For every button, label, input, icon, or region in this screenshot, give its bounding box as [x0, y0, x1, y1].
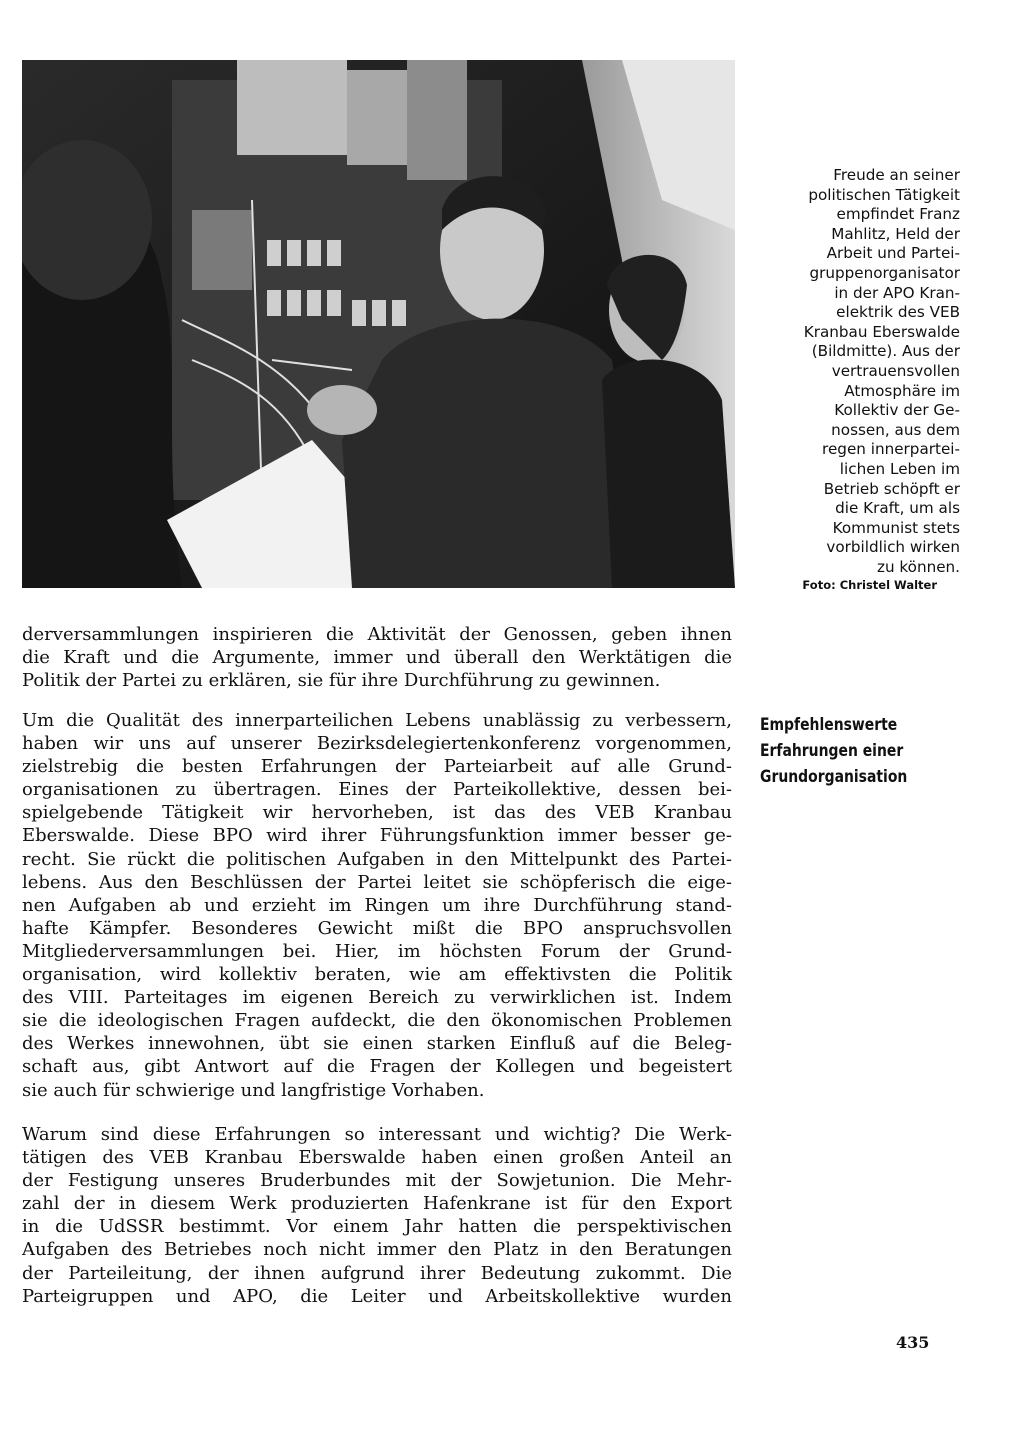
text-line: recht. Sie rückt die politischen Aufgaben in den Mittelpunkt des Partei-	[22, 848, 732, 870]
text-line: sie auch für schwierige und langfristige Vorhaben.	[22, 1079, 485, 1101]
text-line: der Parteileitung, der ihnen aufgrund ihrer Bedeutung zukommt. Die	[22, 1262, 732, 1284]
caption-line: in der APO Kran-	[834, 283, 960, 302]
caption-line: gruppenorganisator	[809, 263, 960, 282]
text-line: Um die Qualität des innerparteilichen Lebens unablässig zu verbessern,	[22, 710, 732, 731]
heading-line: Grundorganisation	[760, 767, 908, 787]
caption-line: elektrik des VEB	[836, 303, 960, 322]
text-line: der Festigung unseres Bruderbundes mit der Sowjetunion. Die Mehr-	[22, 1170, 732, 1192]
text-line: die Kraft und die Argumente, immer und überall den Werktätigen die	[22, 647, 732, 669]
heading-line: Empfehlenswerte	[760, 715, 898, 735]
body-paragraph-1	[22, 623, 732, 692]
side-heading	[760, 712, 908, 790]
page-number: 435	[896, 1333, 930, 1352]
caption-line: nossen, aus dem	[831, 420, 960, 439]
caption-line: Mahlitz, Held der	[831, 224, 960, 243]
text-line: spielgebende Tätigkeit wir hervorheben, ist das des VEB Kranbau	[22, 802, 732, 824]
text-line: organisationen zu übertragen. Eines der Parteikollektive, dessen bei-	[22, 779, 732, 801]
text-line: Mitgliederversammlungen bei. Hier, im höchsten Forum der Grund-	[22, 940, 732, 962]
photo-caption	[760, 166, 960, 577]
photo-credit: Foto: Christel Walter	[802, 578, 937, 592]
text-line: Warum sind diese Erfahrungen so interessant und wichtig? Die Werk-	[22, 1124, 732, 1145]
heading-line: Erfahrungen einer	[760, 741, 904, 761]
text-line: Eberswalde. Diese BPO wird ihrer Führungsfunktion immer besser ge-	[22, 825, 732, 847]
text-line: lebens. Aus den Beschlüssen der Partei leitet sie schöpferisch die eige-	[22, 871, 732, 893]
caption-line: Kommunist stets	[832, 518, 960, 537]
caption-line: die Kraft, um als	[835, 499, 960, 518]
caption-line: zu können.	[876, 557, 960, 576]
text-line: tätigen des VEB Kranbau Eberswalde haben einen großen Anteil an	[22, 1147, 732, 1169]
text-line: haben wir uns auf unserer Bezirksdelegiertenkonferenz vorgenommen,	[22, 733, 732, 755]
text-line: hafte Kämpfer. Besonderes Gewicht mißt die BPO anspruchsvollen	[22, 917, 732, 939]
caption-line: empfindet Franz	[836, 205, 960, 224]
text-line: Parteigruppen und APO, die Leiter und Arbeitskollektive wurden	[22, 1285, 732, 1307]
caption-line: Betrieb schöpft er	[823, 479, 960, 498]
body-paragraph-3	[22, 1123, 732, 1308]
text-line: zielstrebig die besten Erfahrungen der Parteiarbeit auf alle Grund-	[22, 756, 732, 778]
caption-line: vertrauensvollen	[831, 361, 960, 380]
caption-line: lichen Leben im	[839, 459, 960, 478]
caption-line: Kranbau Eberswalde	[803, 322, 960, 341]
caption-line: Atmosphäre im	[844, 381, 960, 400]
text-line: sie die ideologischen Fragen aufdeckt, die den ökonomischen Problemen	[22, 1010, 732, 1032]
caption-line: Freude an seiner	[833, 166, 960, 184]
text-line: des VIII. Parteitages im eigenen Bereich zu verwirklichen ist. Indem	[22, 987, 732, 1009]
body-paragraph-2	[22, 709, 732, 1102]
text-line: derversammlungen inspirieren die Aktivität der Genossen, geben ihnen	[22, 624, 732, 645]
caption-line: vorbildlich wirken	[826, 538, 960, 557]
text-line: organisation, wird kollektiv beraten, wie am effektivsten die Politik	[22, 964, 732, 986]
photograph	[22, 60, 735, 588]
text-line: zahl der in diesem Werk produzierten Hafenkrane ist für den Export	[22, 1193, 732, 1215]
caption-line: regen innerpartei-	[822, 440, 960, 459]
text-line: Politik der Partei zu erklären, sie für ihre Durchführung zu gewinnen.	[22, 670, 661, 692]
text-line: Aufgaben des Betriebes noch nicht immer den Platz in den Beratungen	[22, 1239, 732, 1261]
text-line: in die UdSSR bestimmt. Vor einem Jahr hatten die perspektivischen	[22, 1216, 732, 1238]
text-line: schaft aus, gibt Antwort auf die Fragen der Kollegen und begeistert	[22, 1056, 732, 1078]
caption-line: Arbeit und Partei-	[826, 244, 960, 263]
text-line: nen Aufgaben ab und erzieht im Ringen um ihre Durchführung stand-	[22, 894, 732, 916]
caption-line: politischen Tätigkeit	[808, 185, 960, 204]
caption-line: (Bildmitte). Aus der	[811, 342, 960, 361]
text-line: des Werkes innewohnen, übt sie einen starken Einfluß auf die Beleg-	[22, 1033, 732, 1055]
caption-line: Kollektiv der Ge-	[834, 401, 960, 420]
photograph-icon	[22, 60, 735, 588]
